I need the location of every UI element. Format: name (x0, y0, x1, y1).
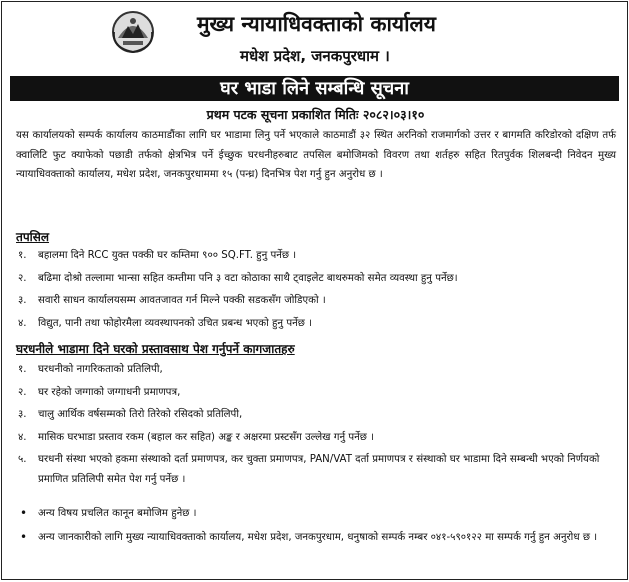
item-number: ४. (18, 317, 27, 329)
item-number: २. (18, 386, 27, 398)
list-item (16, 528, 620, 548)
notice-page (1, 1, 628, 580)
office-title: मुख्य न्यायाधिवक्ताको कार्यालय (197, 12, 436, 36)
item-text: बढिमा दोश्रो तल्लामा भान्सा सहित कम्तीमा पनि ३ वटा कोठाका साथै ट्वाइलेट बाथरुमको समेत व्यवस्था हुनु पर्नेछ। (38, 272, 458, 284)
item-number: ४. (18, 431, 27, 443)
item-number: १. (18, 364, 27, 375)
item-text: अन्य विषय प्रचलित कानून बमोजिम हुनेछ । (38, 508, 197, 519)
list-item (16, 246, 620, 266)
item-text: मासिक घरभाडा प्रस्ताव रकम (बहाल कर सहित) अङ्क र अक्षरमा प्रस्टसँग उल्लेख गर्नु पर्नेछ । (38, 431, 375, 443)
list-item (16, 450, 620, 489)
list-item (16, 360, 620, 380)
section-a-title: तपसिल (16, 230, 50, 244)
notice-header (2, 2, 627, 74)
item-text: घरधनीको नागरिकताको प्रतिलिपी, (38, 364, 163, 375)
nepal-emblem-icon (110, 8, 156, 54)
list-item (16, 504, 620, 524)
section-a-list (16, 246, 620, 336)
item-text: विद्युत, पानी तथा फोहोरमैला व्यवस्थापनको उचित प्रबन्ध भएको हुनु पर्नेछ । (38, 317, 312, 329)
item-number: ३. (18, 409, 27, 420)
item-number: २. (18, 272, 27, 284)
list-item (16, 291, 620, 311)
item-text: सवारी साधन कार्यालयसम्म आवतजावत गर्न मिल्ने पक्की सडकसँग जोडिएको । (38, 295, 326, 306)
notes-list (16, 504, 620, 551)
publication-date: प्रथम पटक सूचना प्रकाशित मितिः २०८२।०३।१० (206, 107, 425, 122)
notice-banner: घर भाडा लिने सम्बन्धि सूचना (10, 76, 619, 101)
item-text: अन्य जानकारीको लागि मुख्य न्यायाधिवक्ताको कार्यालय, मधेश प्रदेश, जनकपुरधाम, धनुषाको सम्पर्क नम्बर ०४१-५९०१२२ मा सम्पर्क गर्नु हुन अनुरोध छ । (38, 531, 598, 543)
list-item (16, 405, 620, 425)
section-b-title: घरधनीले भाडामा दिने घरको प्रस्तावसाथ पेश गर्नुपर्ने कागजातहरु (16, 342, 295, 356)
item-text: घरधनी संस्था भएको हकमा संस्थाको दर्ता प्रमाणपत्र, कर चुक्ता प्रमाणपत्र, PAN/VAT दर्ता प्रमाणपत्र र संस्थाको घर भाडामा दिने सम्बन्धी भएको निर्णयको प्रमाणित प्रतिलिपी समेत पेश गर्नु पर्नेछ । (38, 454, 600, 485)
item-number: ५. (18, 454, 27, 465)
list-item (16, 383, 620, 403)
bullet-icon: • (20, 529, 28, 544)
list-item (16, 314, 620, 334)
list-item (16, 428, 620, 448)
item-text: चालु आर्थिक वर्षसम्मको तिरो तिरेको रसिदको प्रतिलिपी, (38, 409, 243, 420)
item-number: १. (18, 250, 27, 261)
item-text: घर रहेको जग्गाको जग्गाधनी प्रमाणपत्र, (38, 386, 181, 398)
intro-paragraph: यस कार्यालयको सम्पर्क कार्यालय काठमाडौंका लागि घर भाडामा लिनु पर्ने भएकाले काठमाडौं ३२ स्थित अरनिको राजमार्गको उत्तर र बागमति करिडोरको दक्षिण तर्फ क्वालिटि फुट क्याफेको पछाडी तर्फको क्षेत्रभित्र पर्ने ईच्छुक घरधनीहरुबाट तपसिल बमोजिमको विवरण तथा शर्तहरु सहित रितपुर्वक शिलबन्दी निवेदन मुख्य न्यायाधिवक्ताको कार्यालय, मधेश प्रदेश, जनकपुरधाममा १५ (पन्ध्र) दिनभित्र पेश गर्नु हुन अनुरोध छ । (16, 130, 616, 180)
bullet-icon: • (20, 506, 28, 520)
office-address: मधेश प्रदेश, जनकपुरधाम । (240, 47, 390, 65)
item-text: बहालमा दिने RCC युक्त पक्की घर कम्तिमा ९०० SQ.FT. हुनु पर्नेछ । (38, 250, 297, 261)
section-b-list (16, 360, 620, 492)
item-number: ३. (18, 295, 27, 306)
list-item (16, 269, 620, 289)
